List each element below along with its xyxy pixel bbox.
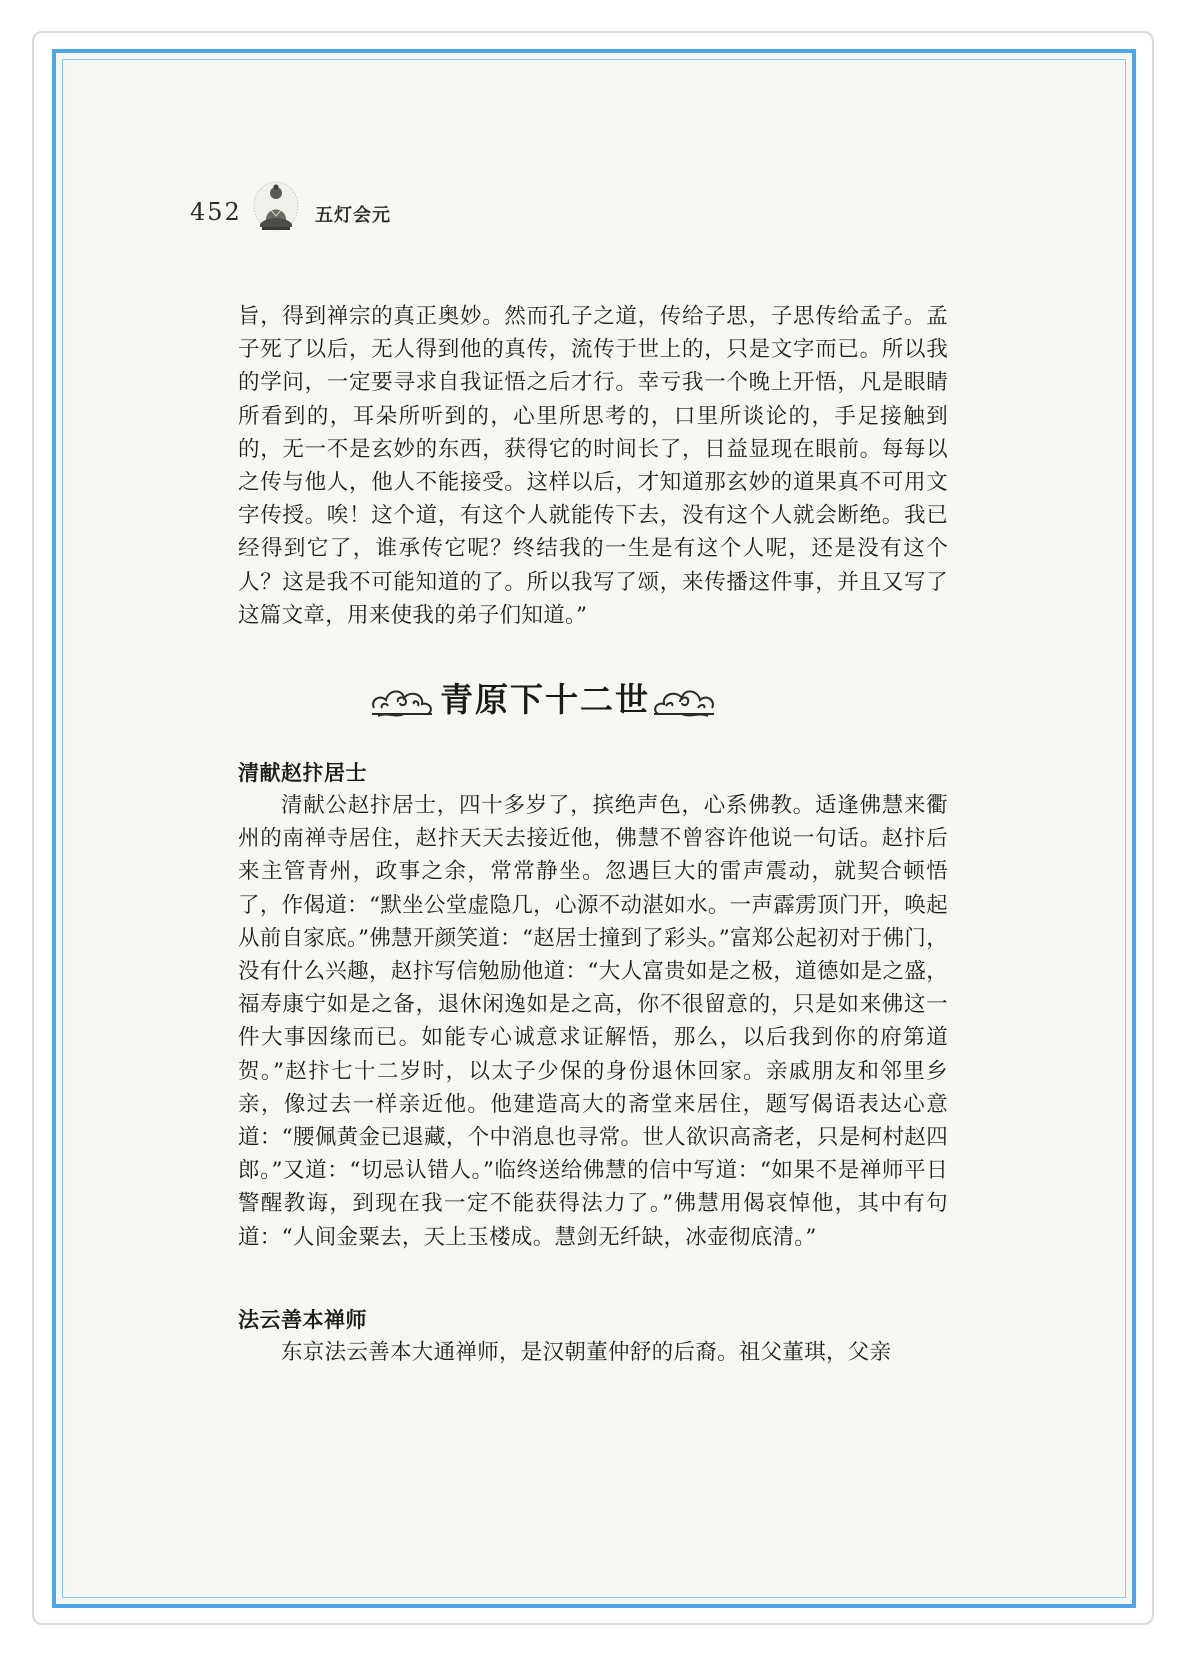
section-title-row	[370, 672, 790, 732]
entry-text-fayun-shanben: 东京法云善本大通禅师，是汉朝董仲舒的后裔。祖父董琪，父亲	[281, 1340, 892, 1365]
entry-heading-zhao-bian: 清献赵抃居士	[238, 760, 367, 785]
auspicious-cloud-icon	[368, 678, 438, 718]
entry-heading-fayun-shanben: 法云善本禅师	[238, 1307, 367, 1332]
intro-paragraph: 旨，得到禅宗的真正奥妙。然而孔子之道，传给子思，子思传给孟子。孟子死了以后，无人得到他的真传，流传于世上的，只是文字而已。所以我的学问，一定要寻求自我证悟之后才行。幸亏我一个晚上开悟，凡是眼睛所看到的，耳朵所听到的，心里所思考的，口里所谈论的，手足接触到的，无一不是玄妙的东西，获得它的时间长了，日益显现在眼前。每每以之传与他人，他人不能接受。这样以后，才知道那玄妙的道果真不可用文字传授。唉！这个道，有这个人就能传下去，没有这个人就会断绝。我已经得到它了，谁承传它呢？终结我的一生是有这个人呢，还是没有这个人？这是我不可能知道的了。所以我写了颂，来传播这件事，并且又写了这篇文章，用来使我的弟子们知道。”	[238, 304, 948, 628]
section-title: 青原下十二世	[440, 680, 650, 719]
auspicious-cloud-icon	[648, 678, 718, 718]
book-title: 五灯会元	[315, 205, 391, 226]
seated-buddha-icon	[252, 180, 300, 232]
page-header	[190, 184, 590, 244]
entry-text-zhao-bian: 清献公赵抃居士，四十多岁了，摈绝声色，心系佛教。适逢佛慧来衢州的南禅寺居住，赵抃天天去接近他，佛慧不曾容许他说一句话。赵抃后来主管青州，政事之余，常常静坐。忽遇巨大的雷声震动，就契合顿悟了，作偈道：“默坐公堂虚隐几，心源不动湛如水。一声霹雳顶门开，唤起从前自家底。”佛慧开颜笑道：“赵居士撞到了彩头。”富郑公起初对于佛门，没有什么兴趣，赵抃写信勉励他道：“大人富贵如是之极，道德如是之盛，福寿康宁如是之备，退休闲逸如是之高，你不很留意的，只是如来佛这一件大事因缘而已。如能专心诚意求证解悟，那么，以后我到你的府第道贺。”赵抃七十二岁时，以太子少保的身份退休回家。亲戚朋友和邻里乡亲，像过去一样亲近他。他建造高大的斋堂来居住，题写偈语表达心意道：“腰佩黄金已退藏，个中消息也寻常。世人欲识高斋老，只是柯村赵四郎。”又道：“切忌认错人。”临终送给佛慧的信中写道：“如果不是禅师平日警醒教诲，到现在我一定不能获得法力了。”佛慧用偈哀悼他，其中有句道：“人间金粟去，天上玉楼成。慧剑无纤缺，冰壶彻底清。”	[238, 793, 948, 1250]
page-number: 452	[190, 198, 242, 226]
